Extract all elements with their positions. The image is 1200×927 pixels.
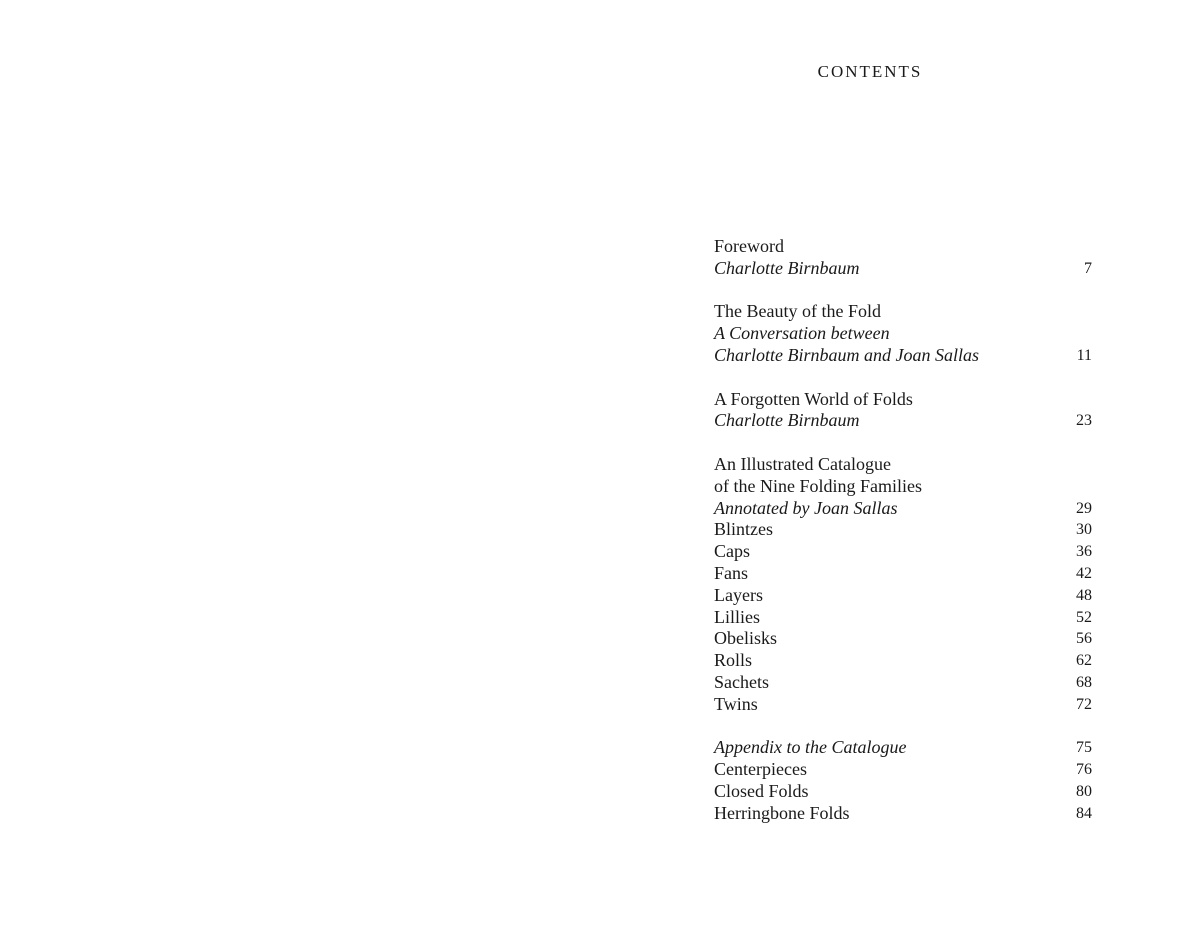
toc-entry[interactable] (714, 389, 1094, 411)
toc-entry[interactable] (714, 454, 1094, 476)
toc-entry-title: of the Nine Folding Families (714, 475, 922, 496)
toc-entry[interactable] (714, 650, 1094, 672)
toc-entry-title: Blintzes (714, 519, 773, 540)
toc-page-number: 76 (1076, 761, 1092, 779)
section-gap (714, 432, 1094, 454)
toc-page-number: 56 (1076, 630, 1092, 648)
toc-entry-title: Charlotte Birnbaum and Joan Sallas (714, 344, 979, 365)
toc-page-number: 52 (1076, 608, 1092, 626)
toc-page-number: 30 (1076, 521, 1092, 539)
contents-heading: CONTENTS (817, 62, 923, 81)
toc-page-number: 72 (1076, 695, 1092, 713)
toc-entry-title: Appendix to the Catalogue (714, 737, 907, 758)
toc-entry[interactable] (714, 345, 1094, 367)
toc-entry-title: Herringbone Folds (714, 802, 850, 823)
toc-entry[interactable] (714, 628, 1094, 650)
section-gap (714, 716, 1094, 738)
toc-entry[interactable] (714, 301, 1094, 323)
toc-page-number: 29 (1076, 499, 1092, 517)
toc-page-number: 48 (1076, 586, 1092, 604)
toc-entry[interactable] (714, 759, 1094, 781)
toc-entry[interactable] (714, 258, 1094, 280)
toc-entry[interactable] (714, 803, 1094, 825)
toc-page-number: 68 (1076, 673, 1092, 691)
toc-entry[interactable] (714, 323, 1094, 345)
toc-entry-title: Rolls (714, 650, 753, 671)
toc-page-number: 36 (1076, 543, 1092, 561)
toc-page-number: 75 (1076, 739, 1092, 757)
toc-entry[interactable] (714, 519, 1094, 541)
section-gap (714, 367, 1094, 389)
toc-entry[interactable] (714, 585, 1094, 607)
toc-entry-title: Lillies (714, 606, 760, 627)
toc-entry-title: A Conversation between (714, 323, 890, 344)
toc-page-number: 80 (1076, 782, 1092, 800)
section-gap (714, 280, 1094, 302)
toc-entry[interactable] (714, 498, 1094, 520)
toc-entry-title: A Forgotten World of Folds (714, 388, 913, 409)
toc-entry-title: Sachets (714, 671, 769, 692)
toc-entry-title: The Beauty of the Fold (714, 301, 881, 322)
toc-entry-title: Annotated by Joan Sallas (714, 497, 898, 518)
toc-entry[interactable] (714, 607, 1094, 629)
toc-entry[interactable] (714, 236, 1094, 258)
toc-page-number: 62 (1076, 652, 1092, 670)
toc-entry-title: Closed Folds (714, 780, 809, 801)
toc-entry[interactable] (714, 737, 1094, 759)
toc-page-number: 84 (1076, 804, 1092, 822)
toc-entry-title: Obelisks (714, 628, 777, 649)
toc-page-number: 42 (1076, 564, 1092, 582)
toc-entry[interactable] (714, 563, 1094, 585)
toc-entry-title: Fans (714, 562, 749, 583)
toc-entry-title: Caps (714, 541, 750, 562)
toc-entry-title: Charlotte Birnbaum (714, 257, 860, 278)
toc-entry-title: Twins (714, 693, 758, 714)
toc-entry[interactable] (714, 541, 1094, 563)
toc-entry[interactable] (714, 672, 1094, 694)
toc-entry[interactable] (714, 694, 1094, 716)
toc-page-number: 23 (1076, 412, 1092, 430)
toc-entry[interactable] (714, 781, 1094, 803)
toc-entry-title: An Illustrated Catalogue (714, 453, 891, 474)
toc-page-number: 7 (1084, 259, 1092, 277)
toc-page-number: 11 (1076, 346, 1092, 364)
toc-entry[interactable] (714, 476, 1094, 498)
toc-entry-title: Layers (714, 584, 763, 605)
table-of-contents (714, 236, 1094, 825)
toc-entry-title: Foreword (714, 236, 784, 256)
toc-entry-title: Centerpieces (714, 759, 807, 780)
toc-entry[interactable] (714, 410, 1094, 432)
toc-entry-title: Charlotte Birnbaum (714, 410, 860, 431)
